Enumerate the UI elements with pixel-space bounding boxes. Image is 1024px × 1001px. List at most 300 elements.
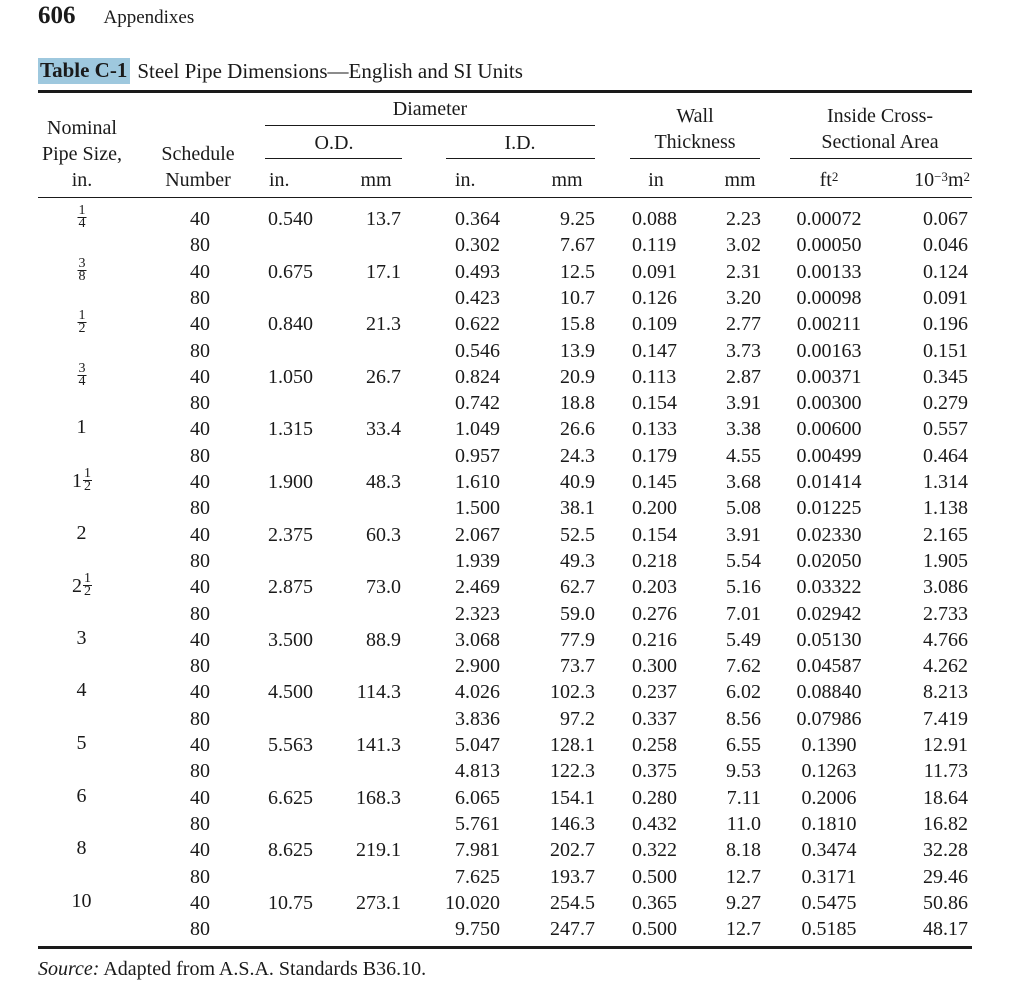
cell-wall-in: 0.365 bbox=[632, 891, 677, 914]
cell-id-mm: 193.7 bbox=[550, 865, 595, 888]
cell-wall-mm: 3.20 bbox=[726, 286, 761, 309]
cell-wall-in: 0.322 bbox=[632, 839, 677, 862]
table-row bbox=[0, 571, 1024, 600]
cell-area-m2: 12.91 bbox=[923, 734, 968, 756]
cell-area-ft2: 0.00211 bbox=[796, 313, 862, 336]
cell-area-ft2: 0.00072 bbox=[796, 208, 862, 230]
cell-id-in: 1.500 bbox=[455, 497, 500, 520]
cell-id-mm: 59.0 bbox=[560, 602, 595, 625]
cell-area-ft2: 0.00133 bbox=[796, 260, 862, 283]
cell-area-ft2: 0.00163 bbox=[796, 339, 862, 362]
cell-id-mm: 122.3 bbox=[550, 760, 595, 783]
cell-id-mm: 128.1 bbox=[550, 734, 595, 756]
cell-wall-in: 0.109 bbox=[632, 313, 677, 336]
cell-schedule: 80 bbox=[190, 497, 210, 520]
cell-id-mm: 13.9 bbox=[560, 339, 595, 362]
cell-area-ft2: 0.00300 bbox=[796, 392, 862, 415]
header-schedule-line1: Schedule bbox=[161, 143, 235, 165]
cell-schedule: 40 bbox=[190, 208, 210, 230]
cell-id-mm: 146.3 bbox=[550, 812, 595, 835]
cell-wall-mm: 2.77 bbox=[726, 313, 761, 336]
cell-area-m2: 32.28 bbox=[923, 839, 968, 862]
header-id-in: in. bbox=[455, 169, 476, 191]
cell-od-in: 2.875 bbox=[268, 576, 313, 599]
cell-od-in: 6.625 bbox=[268, 786, 313, 809]
cell-area-ft2: 0.3171 bbox=[801, 865, 857, 888]
cell-wall-in: 0.218 bbox=[632, 549, 677, 572]
cell-id-mm: 62.7 bbox=[560, 576, 595, 599]
cell-area-m2: 16.82 bbox=[923, 812, 968, 835]
cell-id-mm: 20.9 bbox=[560, 365, 595, 388]
cell-wall-mm: 3.73 bbox=[726, 339, 761, 362]
table-row bbox=[0, 360, 1024, 390]
cell-id-mm: 73.7 bbox=[560, 655, 595, 678]
header-diameter: Diameter bbox=[392, 98, 468, 120]
header-od-mm: mm bbox=[360, 169, 392, 191]
cell-id-in: 2.469 bbox=[455, 576, 500, 599]
cell-nominal-size: $\frac{3}{4}$ bbox=[78, 360, 86, 389]
header-od-in: in. bbox=[269, 169, 290, 191]
cell-id-in: 1.610 bbox=[455, 471, 500, 493]
cell-od-in: 2.375 bbox=[268, 523, 313, 546]
cell-id-mm: 10.7 bbox=[560, 286, 595, 309]
cell-wall-mm: 7.11 bbox=[726, 786, 761, 809]
cell-wall-mm: 3.91 bbox=[726, 523, 761, 546]
cell-area-m2: 0.464 bbox=[923, 444, 968, 467]
cell-od-in: 3.500 bbox=[268, 628, 313, 651]
cell-id-in: 0.423 bbox=[455, 286, 500, 309]
section-name: Appendixes bbox=[103, 7, 195, 28]
table-row bbox=[0, 679, 1024, 705]
cell-wall-in: 0.258 bbox=[632, 734, 677, 756]
cell-nominal-size: 6 bbox=[76, 784, 87, 807]
table-row bbox=[0, 443, 1024, 469]
table-label: Table C-1 bbox=[38, 58, 130, 84]
cell-schedule: 80 bbox=[190, 234, 210, 257]
cell-id-in: 5.761 bbox=[455, 812, 500, 835]
cell-id-in: 1.049 bbox=[455, 418, 500, 441]
cell-schedule: 40 bbox=[190, 471, 210, 493]
table-row bbox=[0, 203, 1024, 232]
cell-area-ft2: 0.00600 bbox=[796, 418, 862, 441]
cell-od-mm: 168.3 bbox=[356, 786, 401, 809]
cell-area-ft2: 0.1263 bbox=[801, 760, 857, 783]
cell-id-in: 0.493 bbox=[455, 260, 500, 283]
cell-area-m2: 3.086 bbox=[923, 576, 968, 599]
table-caption bbox=[38, 58, 523, 84]
cell-area-ft2: 0.1390 bbox=[801, 734, 857, 756]
cell-id-in: 3.836 bbox=[455, 707, 500, 730]
cell-wall-mm: 6.02 bbox=[726, 681, 761, 704]
cell-wall-in: 0.126 bbox=[632, 286, 677, 309]
table-row bbox=[0, 706, 1024, 732]
header-od: O.D. bbox=[314, 132, 354, 154]
table-row bbox=[0, 522, 1024, 548]
cell-area-m2: 50.86 bbox=[923, 891, 968, 914]
od-rule bbox=[265, 158, 402, 159]
cell-schedule: 40 bbox=[190, 681, 210, 704]
cell-schedule: 80 bbox=[190, 760, 210, 783]
cell-area-m2: 1.905 bbox=[923, 549, 968, 572]
cell-id-in: 7.981 bbox=[455, 839, 500, 862]
source-label: Source: bbox=[38, 958, 100, 980]
cell-wall-in: 0.280 bbox=[632, 786, 677, 809]
cell-area-m2: 2.165 bbox=[923, 523, 968, 546]
cell-area-m2: 0.279 bbox=[923, 392, 968, 415]
header-schedule-line2: Number bbox=[165, 169, 231, 191]
page-header bbox=[38, 2, 194, 38]
header-nominal-line1: Nominal bbox=[47, 117, 117, 139]
cell-area-m2: 0.345 bbox=[923, 365, 968, 388]
cell-area-ft2: 0.07986 bbox=[796, 707, 862, 730]
source-text: Adapted from A.S.A. Standards B36.10. bbox=[99, 958, 427, 980]
header-area-line2: Sectional Area bbox=[821, 131, 939, 153]
cell-od-mm: 33.4 bbox=[366, 418, 401, 441]
cell-nominal-size: $\frac{1}{4}$ bbox=[78, 203, 86, 231]
table-row bbox=[0, 466, 1024, 495]
cell-od-in: 10.75 bbox=[268, 891, 313, 914]
cell-nominal-size: 8 bbox=[76, 837, 87, 860]
cell-id-mm: 40.9 bbox=[560, 471, 595, 493]
cell-nominal-size: 2 $\frac{1}{2}$ bbox=[72, 571, 91, 600]
diameter-rule bbox=[265, 125, 595, 126]
cell-area-ft2: 0.5185 bbox=[801, 918, 857, 941]
cell-schedule: 80 bbox=[190, 707, 210, 730]
cell-id-mm: 26.6 bbox=[560, 418, 595, 441]
table-row bbox=[0, 338, 1024, 364]
cell-od-mm: 60.3 bbox=[366, 523, 401, 546]
cell-wall-mm: 3.02 bbox=[726, 234, 761, 257]
cell-schedule: 40 bbox=[190, 839, 210, 862]
area-rule bbox=[790, 158, 972, 159]
table-row bbox=[0, 390, 1024, 416]
cell-id-in: 5.047 bbox=[455, 734, 500, 756]
cell-wall-in: 0.145 bbox=[632, 471, 677, 493]
header-nominal-line3: in. bbox=[71, 169, 93, 191]
cell-schedule: 40 bbox=[190, 418, 210, 441]
cell-wall-in: 0.337 bbox=[632, 707, 677, 730]
cell-wall-in: 0.276 bbox=[632, 602, 677, 625]
cell-id-in: 10.020 bbox=[445, 891, 500, 914]
cell-id-mm: 9.25 bbox=[560, 208, 595, 230]
cell-schedule: 80 bbox=[190, 444, 210, 467]
cell-nominal-size: 1 $\frac{1}{2}$ bbox=[72, 466, 91, 494]
cell-nominal-size: 2 bbox=[76, 521, 87, 544]
cell-wall-in: 0.375 bbox=[632, 760, 677, 783]
header-wall-in: in bbox=[648, 169, 664, 191]
cell-id-in: 0.742 bbox=[455, 392, 500, 415]
cell-area-m2: 4.766 bbox=[923, 628, 968, 651]
header-id-mm: mm bbox=[551, 169, 583, 191]
cell-area-ft2: 0.04587 bbox=[796, 655, 862, 678]
cell-wall-in: 0.500 bbox=[632, 865, 677, 888]
cell-od-in: 1.315 bbox=[268, 418, 313, 441]
cell-od-in: 0.675 bbox=[268, 260, 313, 283]
cell-id-in: 2.067 bbox=[455, 523, 500, 546]
cell-area-ft2: 0.05130 bbox=[796, 628, 862, 651]
cell-schedule: 40 bbox=[190, 576, 210, 599]
header-nominal-line2: Pipe Size, bbox=[42, 143, 122, 165]
cell-od-mm: 88.9 bbox=[366, 628, 401, 651]
cell-schedule: 80 bbox=[190, 812, 210, 835]
cell-od-mm: 219.1 bbox=[356, 839, 401, 862]
cell-nominal-size: 4 bbox=[76, 679, 87, 702]
cell-wall-mm: 7.01 bbox=[726, 602, 761, 625]
table-row bbox=[0, 758, 1024, 784]
header-id: I.D. bbox=[504, 132, 536, 154]
table-source-note bbox=[38, 958, 426, 981]
cell-wall-in: 0.154 bbox=[632, 523, 677, 546]
cell-schedule: 80 bbox=[190, 865, 210, 888]
cell-wall-mm: 11.0 bbox=[726, 812, 761, 835]
cell-schedule: 40 bbox=[190, 523, 210, 546]
header-bottom-rule bbox=[38, 197, 972, 198]
cell-area-ft2: 0.01225 bbox=[796, 497, 862, 520]
cell-od-in: 8.625 bbox=[268, 839, 313, 862]
cell-wall-mm: 3.38 bbox=[726, 418, 761, 441]
cell-wall-mm: 2.31 bbox=[726, 260, 761, 283]
cell-nominal-size: 10 bbox=[71, 889, 92, 912]
cell-wall-in: 0.088 bbox=[632, 208, 677, 230]
cell-wall-mm: 5.54 bbox=[726, 549, 761, 572]
table-row bbox=[0, 890, 1024, 916]
cell-wall-in: 0.432 bbox=[632, 812, 677, 835]
cell-wall-in: 0.133 bbox=[632, 418, 677, 441]
cell-wall-mm: 5.49 bbox=[726, 628, 761, 651]
cell-area-ft2: 0.00499 bbox=[796, 444, 862, 467]
cell-area-m2: 8.213 bbox=[923, 681, 968, 704]
cell-id-in: 2.323 bbox=[455, 602, 500, 625]
cell-od-mm: 21.3 bbox=[366, 313, 401, 336]
cell-schedule: 80 bbox=[190, 655, 210, 678]
cell-wall-mm: 12.7 bbox=[726, 865, 761, 888]
cell-schedule: 40 bbox=[190, 734, 210, 756]
table-row bbox=[0, 864, 1024, 890]
cell-area-ft2: 0.5475 bbox=[801, 891, 857, 914]
page-number: 606 bbox=[38, 2, 76, 29]
cell-id-mm: 7.67 bbox=[560, 234, 595, 257]
cell-id-in: 0.824 bbox=[455, 365, 500, 388]
table-title: Steel Pipe Dimensions—English and SI Units bbox=[137, 58, 523, 83]
table-row bbox=[0, 548, 1024, 574]
wall-rule bbox=[630, 158, 760, 159]
cell-id-in: 1.939 bbox=[455, 549, 500, 572]
cell-id-in: 0.546 bbox=[455, 339, 500, 362]
cell-wall-in: 0.119 bbox=[632, 234, 677, 257]
cell-id-in: 2.900 bbox=[455, 655, 500, 678]
cell-area-m2: 2.733 bbox=[923, 602, 968, 625]
cell-od-mm: 73.0 bbox=[366, 576, 401, 599]
table-row bbox=[0, 495, 1024, 521]
cell-wall-mm: 3.68 bbox=[726, 471, 761, 493]
cell-od-mm: 141.3 bbox=[356, 734, 401, 756]
cell-schedule: 40 bbox=[190, 365, 210, 388]
header-wall-line2: Thickness bbox=[654, 131, 736, 153]
cell-id-mm: 49.3 bbox=[560, 549, 595, 572]
table-top-rule bbox=[38, 90, 972, 93]
cell-area-m2: 29.46 bbox=[923, 865, 968, 888]
cell-id-in: 0.364 bbox=[455, 208, 500, 230]
header-wall-mm: mm bbox=[724, 169, 756, 191]
cell-wall-in: 0.091 bbox=[632, 260, 677, 283]
cell-area-m2: 1.138 bbox=[923, 497, 968, 520]
cell-area-ft2: 0.00098 bbox=[796, 286, 862, 309]
cell-id-mm: 38.1 bbox=[560, 497, 595, 520]
cell-schedule: 40 bbox=[190, 260, 210, 283]
table-row bbox=[0, 308, 1024, 337]
table-row bbox=[0, 732, 1024, 758]
cell-nominal-size: 1 bbox=[76, 416, 87, 439]
cell-wall-in: 0.154 bbox=[632, 392, 677, 415]
cell-area-ft2: 0.02050 bbox=[796, 549, 862, 572]
cell-id-mm: 12.5 bbox=[560, 260, 595, 283]
cell-nominal-size: 5 bbox=[76, 732, 87, 754]
cell-area-m2: 0.046 bbox=[923, 234, 968, 257]
cell-id-mm: 102.3 bbox=[550, 681, 595, 704]
cell-od-mm: 13.7 bbox=[366, 208, 401, 230]
cell-area-ft2: 0.03322 bbox=[796, 576, 862, 599]
cell-wall-mm: 6.55 bbox=[726, 734, 761, 756]
cell-od-in: 0.540 bbox=[268, 208, 313, 230]
table-row bbox=[0, 232, 1024, 258]
table-row bbox=[0, 416, 1024, 442]
cell-schedule: 80 bbox=[190, 392, 210, 415]
cell-area-m2: 18.64 bbox=[923, 786, 968, 809]
cell-wall-mm: 5.08 bbox=[726, 497, 761, 520]
cell-id-in: 3.068 bbox=[455, 628, 500, 651]
cell-id-in: 4.813 bbox=[455, 760, 500, 783]
cell-wall-mm: 5.16 bbox=[726, 576, 761, 599]
cell-id-mm: 202.7 bbox=[550, 839, 595, 862]
cell-id-in: 7.625 bbox=[455, 865, 500, 888]
cell-wall-mm: 8.56 bbox=[726, 707, 761, 730]
cell-od-mm: 114.3 bbox=[356, 681, 401, 704]
cell-area-m2: 7.419 bbox=[923, 707, 968, 730]
cell-area-m2: 0.151 bbox=[923, 339, 968, 362]
cell-od-in: 1.050 bbox=[268, 365, 313, 388]
header-wall-line1: Wall bbox=[676, 105, 714, 127]
cell-schedule: 40 bbox=[190, 313, 210, 336]
cell-id-mm: 15.8 bbox=[560, 313, 595, 336]
id-rule bbox=[446, 158, 595, 159]
cell-wall-in: 0.113 bbox=[632, 365, 677, 388]
cell-schedule: 80 bbox=[190, 286, 210, 309]
cell-id-mm: 254.5 bbox=[550, 891, 595, 914]
cell-schedule: 80 bbox=[190, 339, 210, 362]
cell-area-m2: 0.557 bbox=[923, 418, 968, 441]
table-row bbox=[0, 653, 1024, 679]
cell-wall-in: 0.179 bbox=[632, 444, 677, 467]
cell-area-m2: 11.73 bbox=[923, 760, 968, 783]
cell-nominal-size: 3 bbox=[76, 626, 87, 649]
cell-od-in: 1.900 bbox=[268, 471, 313, 493]
table-row bbox=[0, 627, 1024, 653]
table-row bbox=[0, 285, 1024, 311]
cell-id-in: 6.065 bbox=[455, 786, 500, 809]
cell-wall-mm: 9.53 bbox=[726, 760, 761, 783]
cell-id-mm: 18.8 bbox=[560, 392, 595, 415]
table-row bbox=[0, 255, 1024, 285]
cell-id-in: 0.957 bbox=[455, 444, 500, 467]
cell-wall-in: 0.200 bbox=[632, 497, 677, 520]
cell-id-mm: 247.7 bbox=[550, 918, 595, 941]
header-area-line1: Inside Cross- bbox=[826, 105, 934, 127]
cell-id-in: 4.026 bbox=[455, 681, 500, 704]
table-row bbox=[0, 837, 1024, 863]
cell-wall-mm: 4.55 bbox=[726, 444, 761, 467]
cell-od-in: 5.563 bbox=[268, 734, 313, 756]
cell-wall-mm: 2.23 bbox=[726, 208, 761, 230]
cell-od-mm: 26.7 bbox=[366, 365, 401, 388]
cell-id-mm: 154.1 bbox=[550, 786, 595, 809]
cell-od-in: 4.500 bbox=[268, 681, 313, 704]
cell-area-m2: 0.067 bbox=[923, 208, 968, 230]
cell-wall-in: 0.216 bbox=[632, 628, 677, 651]
cell-id-in: 0.302 bbox=[455, 234, 500, 257]
cell-id-mm: 24.3 bbox=[560, 444, 595, 467]
cell-area-m2: 0.196 bbox=[923, 313, 968, 336]
cell-area-ft2: 0.00371 bbox=[796, 365, 862, 388]
cell-wall-in: 0.237 bbox=[632, 681, 677, 704]
table-row bbox=[0, 916, 1024, 942]
cell-area-m2: 4.262 bbox=[923, 655, 968, 678]
table-bottom-rule bbox=[38, 946, 972, 949]
cell-schedule: 80 bbox=[190, 918, 210, 941]
cell-area-ft2: 0.02330 bbox=[796, 523, 862, 546]
cell-area-ft2: 0.01414 bbox=[796, 471, 862, 493]
cell-wall-in: 0.300 bbox=[632, 655, 677, 678]
cell-area-m2: 48.17 bbox=[923, 918, 968, 941]
cell-wall-mm: 2.87 bbox=[726, 365, 761, 388]
cell-area-m2: 0.124 bbox=[923, 260, 968, 283]
cell-area-ft2: 0.08840 bbox=[796, 681, 862, 704]
header-area-m2: $10^{-3}m^2$ bbox=[914, 169, 970, 191]
cell-area-ft2: 0.02942 bbox=[796, 602, 862, 625]
cell-schedule: 80 bbox=[190, 602, 210, 625]
cell-id-mm: 77.9 bbox=[560, 628, 595, 651]
header-area-ft2: $ft^2$ bbox=[819, 169, 839, 191]
cell-id-in: 9.750 bbox=[455, 918, 500, 941]
cell-od-mm: 17.1 bbox=[366, 260, 401, 283]
cell-wall-mm: 9.27 bbox=[726, 891, 761, 914]
cell-nominal-size: $\frac{3}{8}$ bbox=[78, 255, 86, 284]
cell-od-mm: 48.3 bbox=[366, 471, 401, 493]
cell-id-mm: 52.5 bbox=[560, 523, 595, 546]
cell-nominal-size: $\frac{1}{2}$ bbox=[78, 308, 86, 337]
table-row bbox=[0, 785, 1024, 811]
cell-id-in: 0.622 bbox=[455, 313, 500, 336]
cell-wall-mm: 8.18 bbox=[726, 839, 761, 862]
cell-wall-in: 0.147 bbox=[632, 339, 677, 362]
cell-wall-mm: 3.91 bbox=[726, 392, 761, 415]
cell-wall-in: 0.203 bbox=[632, 576, 677, 599]
cell-area-m2: 1.314 bbox=[923, 471, 968, 493]
cell-area-ft2: 0.00050 bbox=[796, 234, 862, 257]
cell-area-ft2: 0.2006 bbox=[801, 786, 857, 809]
cell-wall-mm: 7.62 bbox=[726, 655, 761, 678]
cell-schedule: 80 bbox=[190, 549, 210, 572]
cell-od-mm: 273.1 bbox=[356, 891, 401, 914]
cell-od-in: 0.840 bbox=[268, 313, 313, 336]
cell-schedule: 40 bbox=[190, 786, 210, 809]
cell-area-ft2: 0.3474 bbox=[801, 839, 857, 862]
cell-wall-in: 0.500 bbox=[632, 918, 677, 941]
table-row bbox=[0, 811, 1024, 837]
cell-id-mm: 97.2 bbox=[560, 707, 595, 730]
cell-schedule: 40 bbox=[190, 628, 210, 651]
cell-area-m2: 0.091 bbox=[923, 286, 968, 309]
table-row bbox=[0, 601, 1024, 627]
